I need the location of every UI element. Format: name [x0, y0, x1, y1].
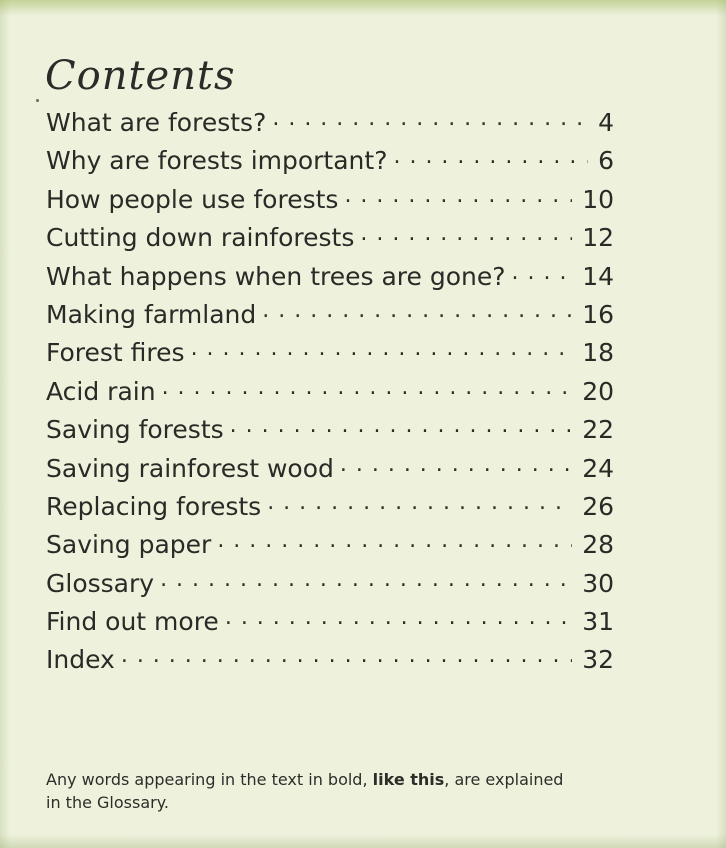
toc-entry-page-number: 10	[582, 184, 614, 214]
toc-entry-page-number: 18	[582, 338, 614, 368]
toc-entry-page-number: 4	[598, 108, 614, 137]
toc-dot-leader	[225, 605, 572, 630]
toc-entry	[46, 183, 614, 221]
toc-entry	[46, 106, 614, 144]
toc-entry-title: Glossary	[46, 568, 155, 598]
toc-dot-leader	[217, 528, 572, 553]
toc-entry	[46, 452, 614, 490]
toc-entry-page-number: 20	[582, 376, 614, 406]
toc-entry	[46, 298, 614, 336]
toc-entry-title: Why are forests important?	[46, 146, 388, 176]
toc-dot-leader	[360, 221, 572, 246]
toc-entry	[46, 144, 614, 182]
toc-dot-leader	[344, 183, 572, 208]
toc-entry	[46, 260, 614, 298]
toc-entry-title: Saving paper	[46, 530, 212, 560]
toc-dot-leader	[393, 144, 588, 169]
toc-entry-title: Saving rainforest wood	[46, 453, 334, 483]
table-of-contents	[46, 106, 614, 682]
toc-dot-leader	[230, 413, 573, 438]
toc-entry-title: Forest fires	[46, 338, 185, 368]
toc-dot-leader	[162, 375, 573, 400]
toc-dot-leader	[191, 336, 573, 361]
toc-entry	[46, 605, 614, 643]
toc-entry-page-number: 16	[582, 299, 614, 329]
page-title: Contents	[45, 52, 236, 99]
toc-entry-page-number: 28	[582, 530, 614, 560]
toc-entry-page-number: 32	[582, 645, 614, 675]
glossary-note	[46, 768, 566, 814]
toc-dot-leader	[160, 567, 572, 592]
toc-dot-leader	[272, 106, 588, 131]
toc-entry-page-number: 22	[582, 415, 614, 445]
toc-entry	[46, 643, 614, 681]
toc-dot-leader	[340, 452, 572, 477]
toc-entry	[46, 567, 614, 605]
toc-entry	[46, 413, 614, 451]
toc-entry-page-number: 12	[582, 223, 614, 253]
toc-entry	[46, 221, 614, 259]
toc-entry-page-number: 26	[582, 491, 614, 521]
glossary-note-text-after: , are explained in the Glossary.	[46, 770, 564, 812]
glossary-note-bold-example: like this	[372, 770, 445, 789]
toc-entry-title: How people use forests	[46, 184, 339, 214]
toc-entry-title: Saving forests	[46, 415, 224, 445]
toc-entry-title: Index	[46, 645, 115, 675]
toc-entry-page-number: 31	[582, 607, 614, 637]
toc-entry	[46, 490, 614, 528]
toc-entry-page-number: 30	[582, 568, 614, 598]
glossary-note-text-before: Any words appearing in the text in bold,	[46, 770, 373, 789]
toc-dot-leader	[267, 490, 572, 515]
toc-dot-leader	[121, 643, 572, 668]
toc-entry-title: What happens when trees are gone?	[46, 261, 506, 291]
toc-entry-title: Acid rain	[46, 376, 156, 406]
toc-dot-leader	[262, 298, 572, 323]
toc-entry-page-number: 6	[598, 146, 614, 176]
toc-entry-page-number: 14	[582, 261, 614, 291]
toc-entry-page-number: 24	[582, 453, 614, 483]
toc-entry-title: Find out more	[46, 607, 219, 637]
toc-entry	[46, 336, 614, 374]
print-speck	[36, 99, 39, 102]
toc-dot-leader	[512, 260, 573, 285]
toc-entry-title: Cutting down rainforests	[46, 223, 355, 253]
toc-entry-title: Replacing forests	[46, 491, 262, 521]
toc-entry	[46, 528, 614, 566]
toc-entry	[46, 375, 614, 413]
toc-entry-title: What are forests?	[46, 108, 267, 137]
toc-entry-title: Making farmland	[46, 299, 257, 329]
